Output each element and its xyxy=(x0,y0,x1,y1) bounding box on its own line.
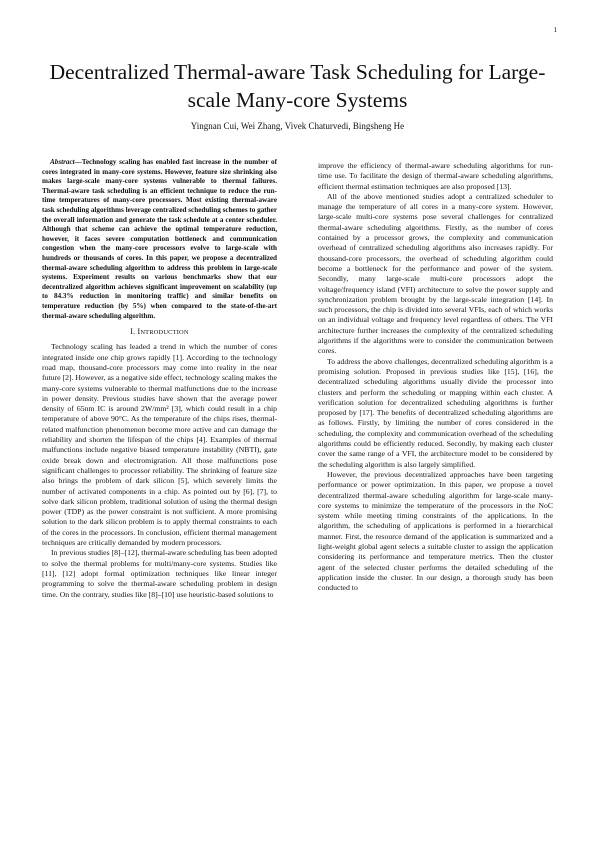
section-first-letter: I xyxy=(137,327,141,337)
author-list: Yingnan Cui, Wei Zhang, Vivek Chaturvedi, Bingsheng He xyxy=(190,121,405,131)
intro-paragraph-2: In previous studies [8]–[12], thermal-aware scheduling has been adopted to solve the thermal problems for multi/many-core systems. Studies like [11], [12] adopt formal optimization techniques like linear integer programming to solve the thermal-aware scheduling problem in design time. On the contrary, studies like [8]–[10] use heuristic-based solutions to xyxy=(42,548,277,599)
page-number: 1 xyxy=(553,26,557,34)
left-column xyxy=(42,158,277,600)
section-title-rest: NTRODUCTION xyxy=(140,329,189,337)
intro-paragraph-3: improve the efficiency of thermal-aware scheduling algorithms for run-time use. To facilitate the design of thermal-aware scheduling algorithms, efficient thermal estimation techniques are also proposed [13]. xyxy=(318,161,553,191)
intro-paragraph-5: To address the above challenges, decentralized scheduling algorithm is a promising solution. Proposed in previous studies like [15], [16], the decentralized scheduling algorithms usually divide the processor into clusters and perform the scheduling or mapping within each cluster. A verification solution for decentralized scheduling algorithms is further proposed by [17]. The benefits of decentralized scheduling algorithms are as follows. Firstly, by limiting the number of cores considered in the scheduling, the complexity and communication overhead of the scheduling algorithms could be efficiently reduced. Secondly, by making each cluster cover the same range of a VFI, the architecture model to be considered by the scheduling algorithm is also largely simplified. xyxy=(318,356,553,469)
section-numeral: I. xyxy=(130,327,136,337)
paper-title: Decentralized Thermal-aware Task Scheduling for Large-scale Many-core Systems xyxy=(49,60,546,112)
intro-paragraph-1: Technology scaling has leaded a trend in which the number of cores integrated inside one chip grows rapidly [1]. According to the technology road map, thousand-core processors may come into reality in the near future [2]. However, as a negative side effect, technology scaling makes the many-core systems vulnerable to thermal malfunctions due to the increase in power density. Previous studies have shown that the average power density of 65nm IC is around 2W/mm² [3], which could result in a chip temperature of above 90°C. As the temperature of the chips rises, thermal-related malfunction phenomenon become more active and can damage the reliability and shorten the lifespan of the chips [4]. Examples of thermal malfunctions include negative biased temperature instability (NBTI), gate oxide break down and electromigration. All those malfunctions pose significant challenges to processor reliability. The shrinking of feature size also brings the problem of dark silicon [5], which severely limits the number of activated components in a chip. As pointed out by [6], [7], to solve dark silicon problem, traditional solution of using the thermal design power (TDP) as the power constraint is not sufficient. A more promising solution to the dark silicon problem is to apply thermal constraints to each of the cores in the processors. In conclusion, efficient thermal management techniques are critically demanded by modern processors. xyxy=(42,342,277,548)
abstract xyxy=(42,158,277,321)
intro-paragraph-4: All of the above mentioned studies adopt a centralized scheduler to manage the temperature of all cores in a many-core system. However, large-scale multi-core systems pose several challenges for centralized thermal-aware scheduling algorithms. Firstly, as the number of cores contained by a processor grows, the complexity and communication overhead of centralized scheduling algorithms also increases rapidly. For thousand-core processors, the overhead of scheduling algorithm could become a bottleneck for the performance and power of the system. Secondly, many large-scale multi-core processors adopt the voltage/frequency island (VFI) architecture to solve the power supply and synchronization problem brought by the large-scale integration [14]. In such processors, the chip is divided into several VFIs, each of which works on an individual voltage and frequency level regardless of others. The VFI architecture further increases the complexity of the centralized scheduling algorithms if the algorithms were to consider the communication between cores. xyxy=(318,191,553,356)
abstract-text: —Technology scaling has enabled fast increase in the number of cores integrated in many-core systems. However, feature size shrinking also makes large-scale many-core systems vulnerable to thermal failures. Thermal-aware task scheduling is an efficient technique to reduce the run-time temperatures of many-core processors. Most existing thermal-aware task scheduling algorithms leverage centralized scheduling schemes to gather the overall information and generate the task schedule at a center scheduler. Although that scheme can achieve the optimal temperature reduction, however, it faces severe computation bottleneck and communication congestion when the many-core processors evolve to large-scale with hundreds or thousands of cores. In this paper, we propose a decentralized thermal-aware scheduling algorithm to address this problem in large-scale systems. Experiment results on various benchmarks show that our decentralized algorithm achieves significant improvement on scalability (up to 84.3% reduction in monitoring traffic) and similar benefits on temperature reduction (by 5%) when compared to the state-of-the-art thermal-aware scheduling algorithm. xyxy=(42,158,277,320)
right-column xyxy=(318,161,553,593)
abstract-label: Abstract xyxy=(50,158,75,166)
section-heading-introduction xyxy=(42,327,277,338)
intro-paragraph-6: However, the previous decentralized approaches have been targeting performance or power optimization. In this paper, we propose a novel decentralized thermal-aware scheduling algorithm for large-scale many-core systems to minimize the temperature of the processors in the NoC system while meeting timing constraints of the applications. In the algorithm, the scheduling of applications is performed in a hierarchical manner. First, the resource demand of the application is summarized and a light-weight global agent selects a suitable cluster to assign the application considering its performance and temperature metrics. Then the cluster agent of the selected cluster performs the detailed scheduling of the application inside the cluster. In our design, a thorough study has been conducted to xyxy=(318,469,553,593)
